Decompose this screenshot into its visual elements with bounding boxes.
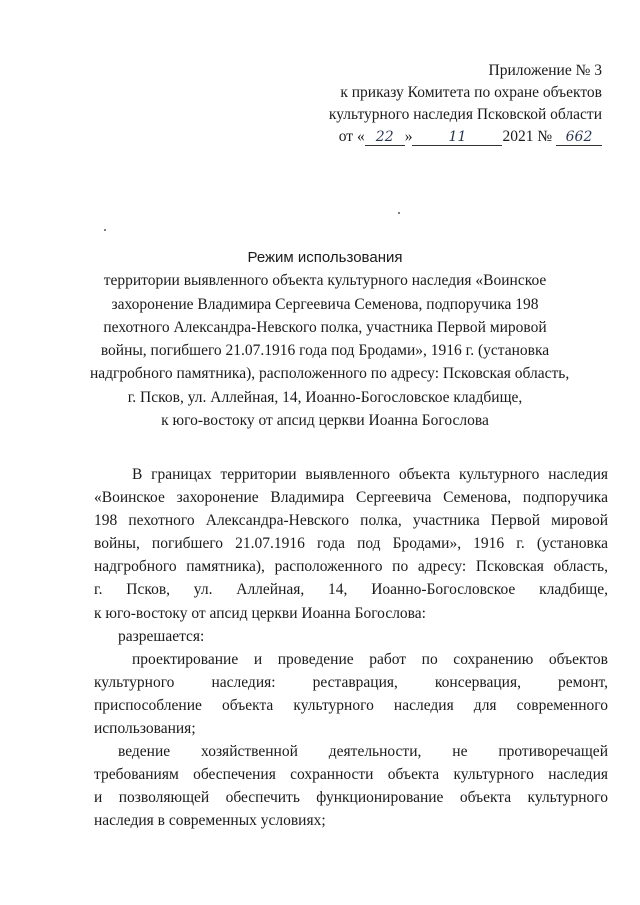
title-heading: Режим использования	[247, 249, 403, 266]
appendix-order-line: к приказу Комитета по охране объектов	[340, 84, 602, 101]
body-paragraph-line: В границах территории выявленного объекта культурного наследия	[132, 466, 608, 483]
appendix-title: Приложение № 3	[488, 62, 602, 79]
appendix-committee-line: культурного наследия Псковской области	[328, 106, 602, 123]
scan-speck	[104, 229, 106, 231]
title-line: войны, погибшего 21.07.1916 года под Бродами», 1916 г. (установка	[100, 342, 550, 360]
title-line: территории выявленного объекта культурного наследия «Воинское	[103, 272, 547, 290]
body-paragraph-line: наследия в современных условиях;	[94, 812, 326, 830]
body-paragraph-line: использования;	[94, 720, 196, 738]
body-paragraph-line: и позволяющей обеспечить функционирование объекта культурного	[94, 789, 608, 807]
title-line: надгробного памятника), расположенного по адресу: Псковская область,	[90, 365, 570, 383]
date-month-handwritten: 11	[412, 129, 502, 146]
order-number-handwritten: 662	[556, 129, 602, 146]
body-paragraph-line: «Воинское захоронение Владимира Сергеевича Семенова, подпоручика	[94, 489, 608, 507]
date-mid: »	[404, 128, 413, 145]
title-line: г. Псков, ул. Аллейная, 14, Иоанно-Богословское кладбище,	[127, 388, 523, 406]
body-paragraph-line: надгробного памятника), расположенного по адресу: Псковская область,	[94, 558, 608, 576]
body-paragraph-line: приспособление объекта культурного наследия для современного	[94, 696, 608, 714]
document-title	[90, 246, 570, 432]
body-paragraph-line: проектирование и проведение работ по сохранению объектов	[132, 650, 608, 668]
title-line: захоронение Владимира Сергеевича Семенова, подпоручика 198	[111, 295, 539, 313]
title-line: пехотного Александра-Невского полка, участника Первой мировой	[103, 318, 547, 336]
appendix-header	[282, 60, 602, 148]
body-paragraph-line: войны, погибшего 21.07.1916 года под Бродами», 1916 г. (установка	[94, 535, 608, 553]
document-body	[94, 463, 608, 833]
body-paragraph-line: требованиям обеспечения сохранности объекта культурного наследия	[94, 766, 608, 784]
body-paragraph-line: ведение хозяйственной деятельности, не противоречащей	[118, 743, 608, 761]
date-day-handwritten: 22	[365, 129, 405, 146]
date-year: 2021 №	[502, 128, 553, 145]
body-paragraph-line: к юго-востоку от апсид церкви Иоанна Богослова:	[94, 604, 426, 622]
date-prefix: от «	[338, 128, 365, 145]
body-paragraph-line: г. Псков, ул. Аллейная, 14, Иоанно-Богословское кладбище,	[94, 581, 608, 599]
allowed-heading: разрешается:	[118, 627, 205, 645]
scan-speck	[398, 212, 400, 214]
appendix-date-line	[282, 126, 602, 148]
body-paragraph-line: 198 пехотного Александра-Невского полка, участника Первой мировой	[94, 512, 608, 530]
title-line: к юго-востоку от апсид церкви Иоанна Богослова	[161, 412, 489, 430]
body-paragraph-line: культурного наследия: реставрация, консервация, ремонт,	[94, 673, 608, 691]
